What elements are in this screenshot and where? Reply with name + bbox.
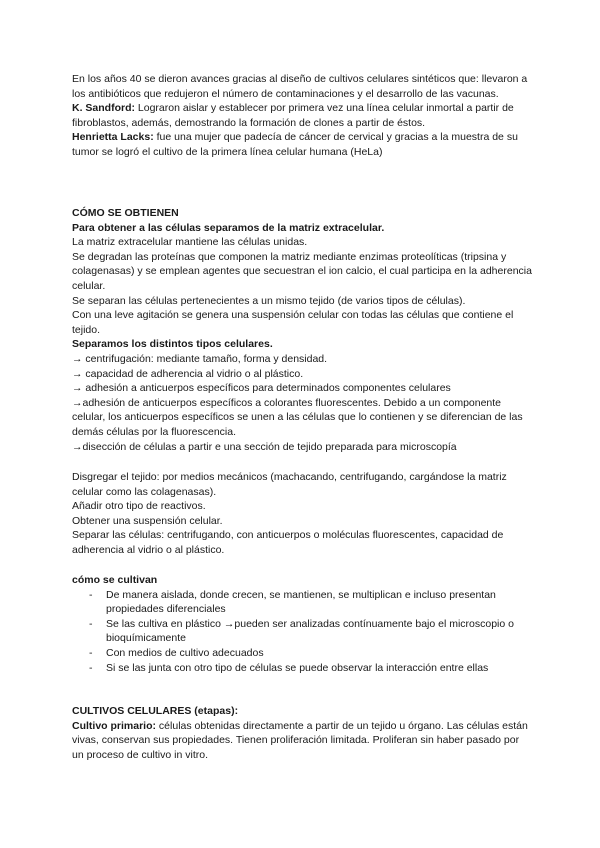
history-paragraph: En los años 40 se dieron avances gracias al diseño de cultivos celulares sintéticos que: llevaron a los antibióticos que redujeron el número de contaminaciones y el desarrollo de las vacunas.: [72, 73, 528, 100]
list-item: - De manera aislada, donde crecen, se mantienen, se multiplican e incluso presentan propiedades diferenciales: [72, 588, 532, 617]
sandford-paragraph: [72, 101, 532, 130]
summary-section: [72, 470, 532, 558]
summary-line: Disgregar el tejido: por medios mecánicos (machacando, centrifugando, cargándose la matriz celular como las colagenasas).: [72, 471, 507, 498]
cultivate-section: [72, 573, 532, 675]
separate-heading: Separamos los distintos tipos celulares.: [72, 338, 273, 351]
list-item: - Con medios de cultivo adecuados: [72, 646, 532, 661]
obtain-line: La matriz extracelular mantiene las células unidas.: [72, 236, 308, 249]
method-line: →disección de células a partir e una sección de tejido preparada para microscopía: [72, 440, 457, 453]
sandford-text: Lograron aislar y establecer por primera vez una línea celular inmortal a partir de fibroblastos, además, demostrando la formación de clones a partir de éstos.: [72, 102, 514, 129]
primary-culture-paragraph: [72, 719, 532, 763]
method-line: → adhesión a anticuerpos específicos para determinados componentes celulares: [72, 382, 451, 395]
list-item: - Se las cultiva en plástico →pueden ser analizadas contínuamente bajo el microscopio o bioquímicamente: [72, 617, 532, 646]
summary-line: Obtener una suspensión celular.: [72, 514, 223, 527]
obtain-line: Con una leve agitación se genera una suspensión celular con todas las células que contiene el tejido.: [72, 309, 514, 336]
lacks-paragraph: [72, 130, 532, 159]
primary-culture-text: células obtenidas directamente a partir de un tejido u órgano. Las células están vivas, conservan sus propiedades. Tienen proliferación limitada. Proliferan sin haber pasado por un proceso de cultivo in vitro.: [72, 719, 528, 761]
method-line: →adhesión de anticuerpos específicos a colorantes fluorescentes. Debido a un componente celular, los anticuerpos específicos se unen a las células que lo contienen y se diferencian de las demás células por la fluorescencia.: [72, 396, 523, 438]
cultivate-heading: cómo se cultivan: [72, 574, 158, 586]
list-item: - Si se las junta con otro tipo de células se puede observar la interacción entre ellas: [72, 661, 532, 676]
intro-section: [72, 72, 532, 160]
obtain-section: [72, 206, 532, 454]
sandford-name: K. Sandford:: [72, 102, 135, 115]
lacks-name: Henrietta Lacks:: [72, 131, 154, 144]
primary-culture-label: Cultivo primario:: [72, 719, 157, 732]
method-line: → capacidad de adherencia al vidrio o al plástico.: [72, 367, 304, 380]
cultivate-list: [72, 588, 532, 676]
cultures-section: [72, 704, 532, 762]
lacks-text: fue una mujer que padecía de cáncer de cervical y gracias a la muestra de su tumor se logró el cultivo de la primera línea celular humana (HeLa): [72, 131, 518, 158]
obtain-line: Se degradan las proteínas que componen la matriz mediante enzimas proteolíticas (tripsina y colagenasas) y se emplean agentes que secuestran el ion calcio, el cual participa en la adherencia celular.: [72, 250, 532, 292]
summary-line: Añadir otro tipo de reactivos.: [72, 500, 206, 513]
obtain-line: Se separan las células pertenecientes a un mismo tejido (de varios tipos de células).: [72, 294, 466, 307]
obtain-heading: CÓMO SE OBTIENEN: [72, 207, 179, 219]
obtain-subheading: Para obtener a las células separamos de la matriz extracelular.: [72, 221, 385, 234]
summary-line: Separar las células: centrifugando, con anticuerpos o moléculas fluorescentes, capacidad de adherencia al vidrio o al plástico.: [72, 529, 504, 556]
cultures-heading: CULTIVOS CELULARES (etapas):: [72, 705, 239, 717]
method-line: → centrifugación: mediante tamaño, forma y densidad.: [72, 352, 328, 365]
